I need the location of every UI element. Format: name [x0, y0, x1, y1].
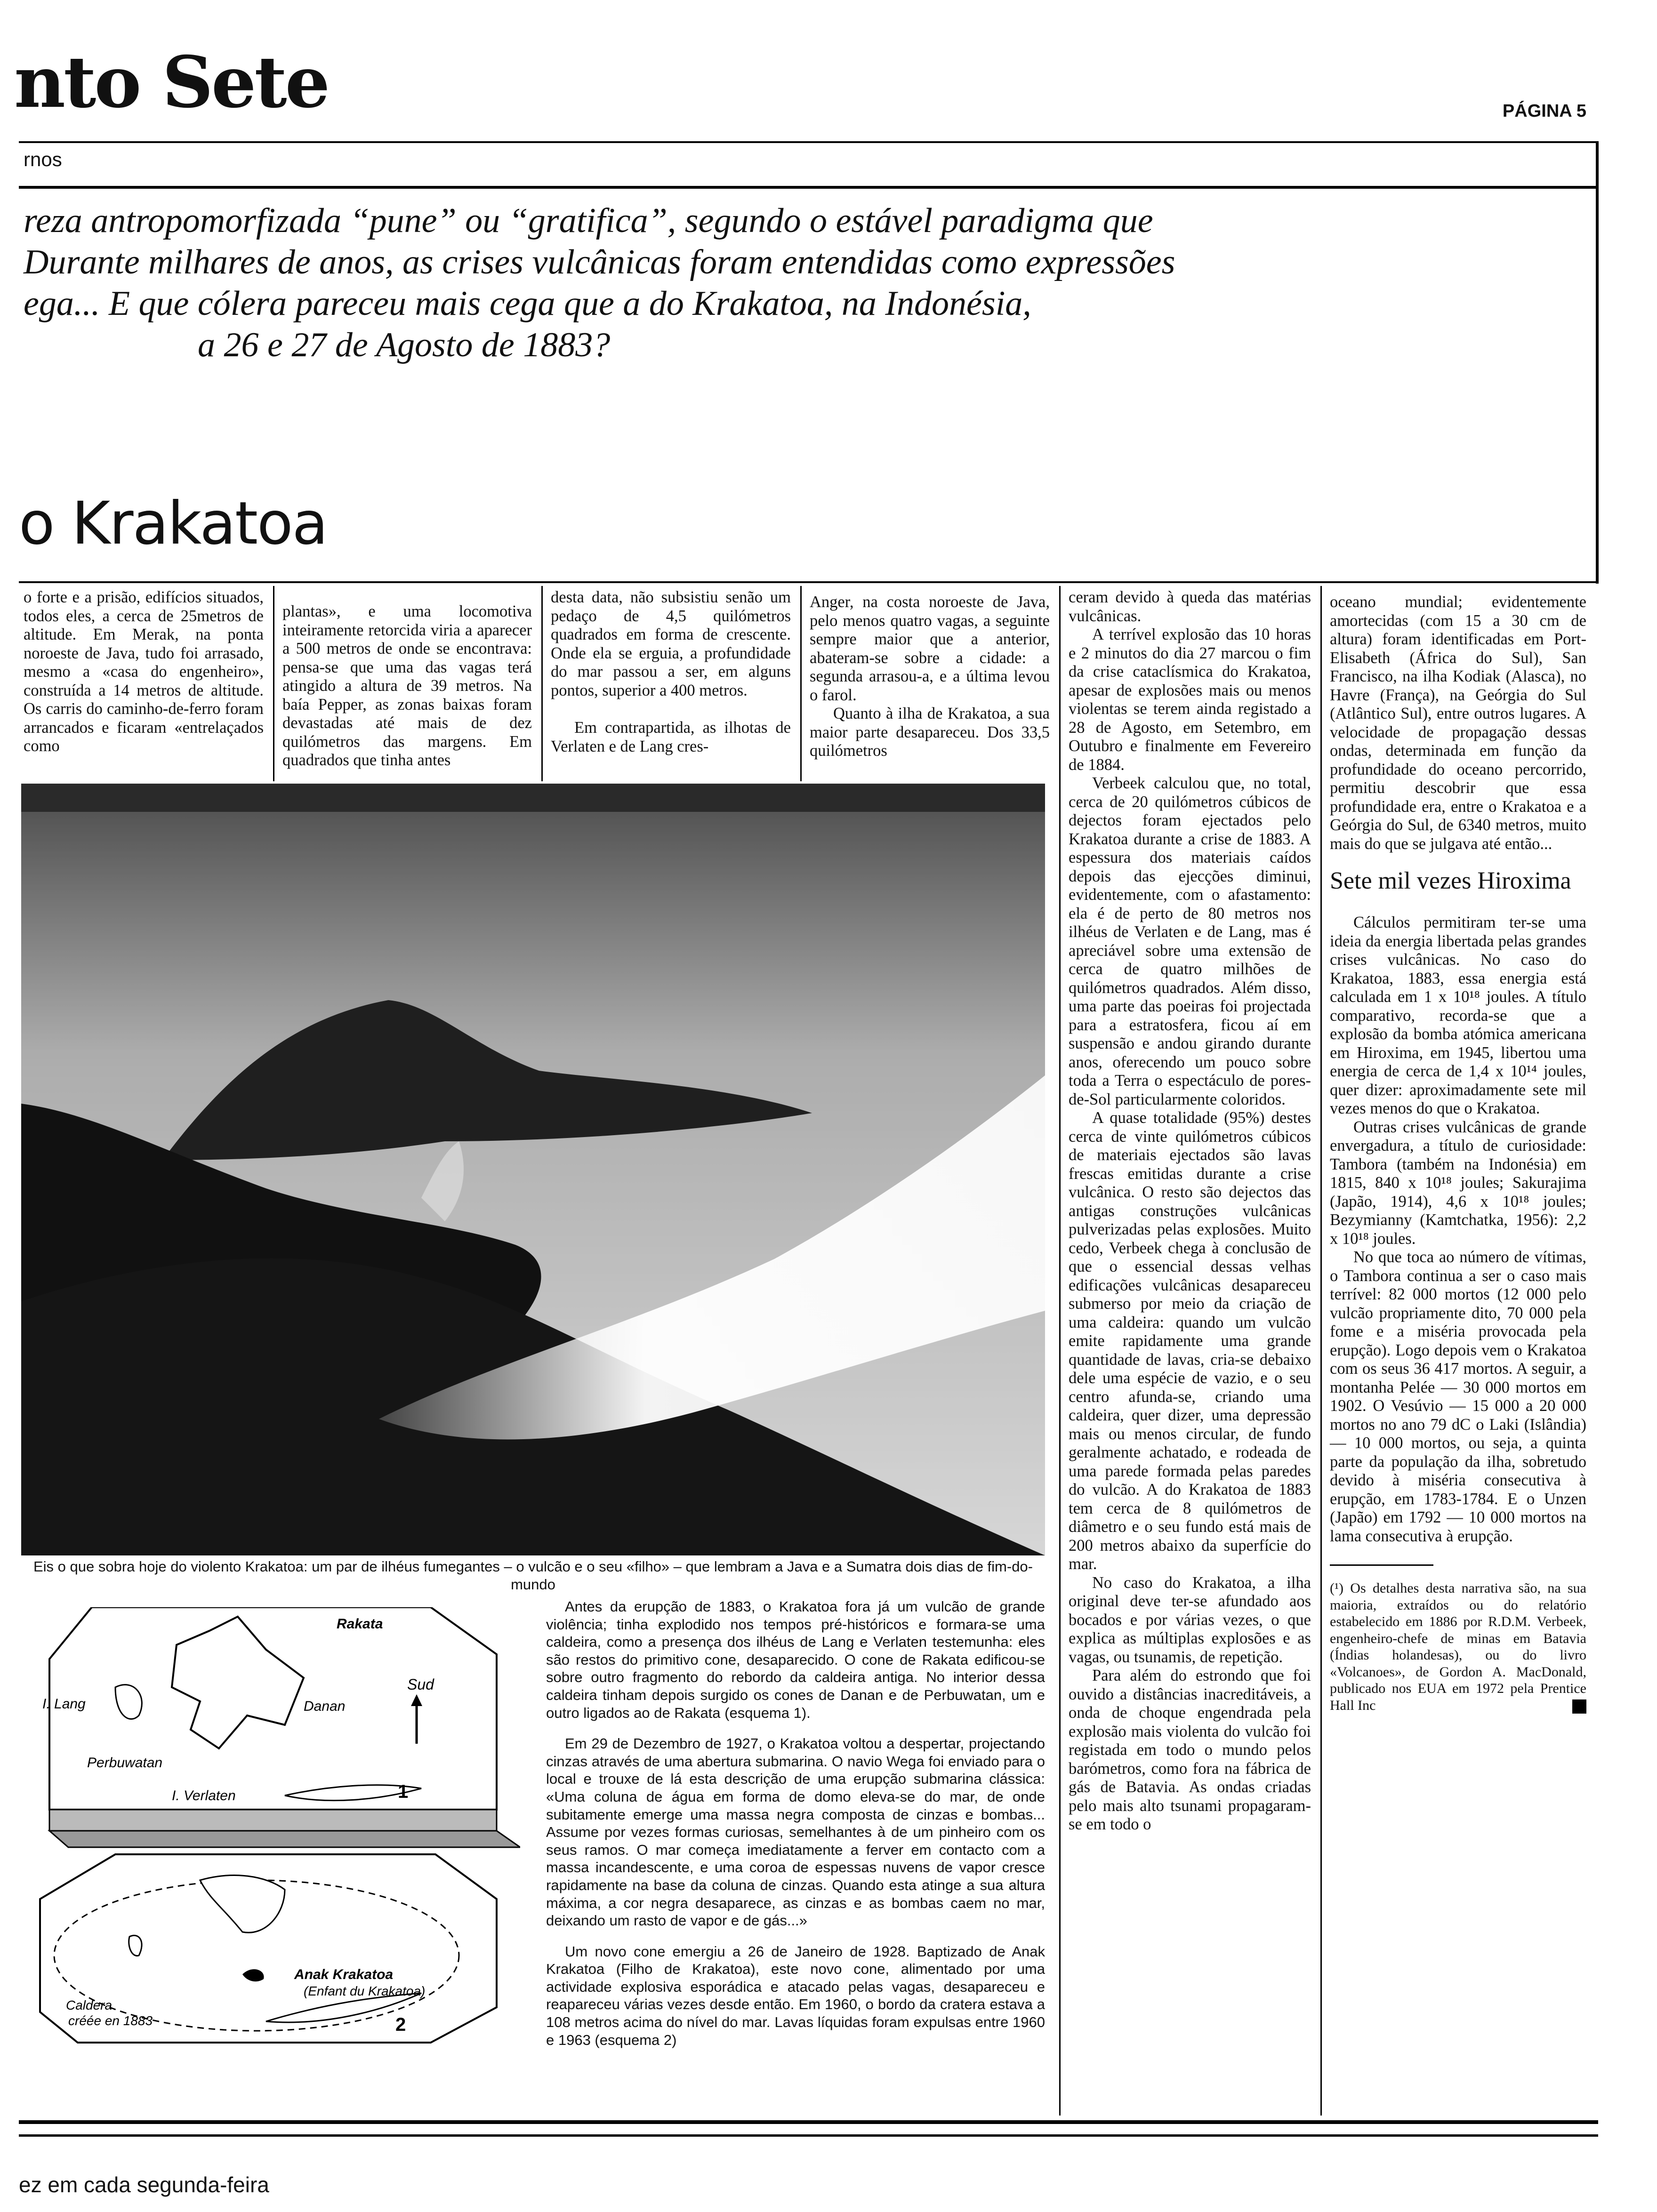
section-label: rnos [24, 148, 62, 170]
bottom-rule-thin [19, 2134, 1598, 2137]
footnote: (¹) Os detalhes desta narrativa são, na sua maioria, extraídos ou do relatório estabelecido em 1886 por R.D.M. Verbeek, engenheiro-chefe de minas em Batavia (Índias holandesas), ou do livro «Volcanoes», de Gordon A. MacDonald, publicado nos EUA em 1972 pela Prentice Hall Inc [1330, 1580, 1586, 1713]
text-column-6 [1330, 593, 1586, 1714]
column-rule [1320, 586, 1322, 2116]
label-danan: Danan [304, 1699, 346, 1714]
label-caldera-date: créée en 1883 [68, 2013, 153, 2028]
volcano-photo [21, 784, 1045, 1555]
column-6-paragraph: Outras crises vulcânicas de grande envergadura, a título de curiosidade: Tambora (também na Indonésia) em 1815, 840 x 10¹⁸ joules; Sakurajima (Japão, 1914), 4,6 x 10¹⁸ joules; Bezymianny (Kamtchatka, 1956): 2,2 x 10¹⁸ joules. [1330, 1118, 1586, 1248]
label-enfant-krakatoa: (Enfant du Krakatoa) [304, 1984, 426, 1998]
header-rule [19, 186, 1598, 189]
column-5-paragraph: A terrível explosão das 10 horas e 2 minutos do dia 27 marcou o fim da crise cataclísmica do Krakatoa, apesar de explosões mais ou menos violentas se terem ainda registado a 28 de Agosto, em Setembro, em Outubro e finalmente em Fevereiro de 1884. [1069, 625, 1311, 774]
column-6-paragraph: Cálculos permitiram ter-se uma ideia da energia libertada pelas grandes crises vulcânicas. No caso do Krakatoa, 1883, essa energia está calculada em 1 x 10¹⁸ joules. A título comparativo, recorda-se que a explosão da bomba atómica americana em Hiroxima, em 1945, libertou uma energia de cerca de 1,4 x 10¹⁴ joules, quer dizer: aproximadamente sete mil vezes menos do que o Krakatoa. [1330, 914, 1586, 1117]
label-num-1: 1 [398, 1781, 409, 1802]
column-4-paragraph: Quanto à ilha de Krakatoa, a sua maior parte desapareceu. Dos 33,5 quilómetros [810, 705, 1050, 760]
column-5-paragraph: Para além do estrondo que foi ouvido a distâncias inacreditáveis, a onda de choque engendrada pela explosão mais violenta do vulcão foi registada em todo o mundo pelos barómetros, como fora na fábrica de gás de Batavia. As ondas criadas pelo mais alto tsunami propagaram-se em todo o [1069, 1667, 1311, 1833]
end-mark [1572, 1699, 1586, 1714]
masthead: nto Sete [14, 41, 329, 124]
label-sud: Sud [407, 1676, 434, 1693]
subhead: Sete mil vezes Hiroxima [1330, 867, 1571, 894]
text-column-5 [1069, 588, 1311, 1834]
lead-line-1: reza antropomorfizada “pune” ou “gratifica”, segundo o estável paradigma que [24, 201, 1153, 240]
lead-box-top [19, 141, 1598, 143]
column-5-paragraph: No caso do Krakatoa, a ilha original deve ter-se afundado aos bocados e por várias vezes, o que explica as múltiplas explosões e as vagas, ou tsunamis, de repetição. [1069, 1573, 1311, 1666]
label-num-2: 2 [395, 2014, 406, 2035]
text-column-1 [24, 588, 264, 756]
rakata-island [172, 1617, 304, 1748]
column-rule [1059, 586, 1061, 2116]
footnote-rule [1330, 1564, 1433, 1566]
bottom-rule [19, 2120, 1598, 2124]
label-lang: I. Lang [42, 1696, 86, 1712]
volcano-photo-image [21, 784, 1045, 1555]
text-column-3 [551, 588, 791, 756]
lead-box-right [1596, 141, 1599, 584]
column-5-paragraph: ceram devido à queda das matérias vulcânicas. [1069, 588, 1311, 625]
caldera-diagram-svg [21, 1607, 520, 2047]
column-6-paragraph: No que toca ao número de vítimas, o Tambora continua a ser o caso mais terrível: 82 000 mortos (12 000 pelo vulcão propriamente dito, 70 000 pela fome e a miséria provocada pela erupção). Logo depois vem o Krakatoa com os seus 36 417 mortos. A seguir, a montanha Pelée — 30 000 mortos em 1902. O Vesúvio — 15 000 a 20 000 mortos no ano 79 dC o Laki (Islândia) — 10 000 mortos, ou seja, a quinta parte da população da ilha, sobretudo devido à miséria consecutiva à erupção, em 1783-1784. E o Unzen (Japão) em 1792 — 10 000 mortos na lama consecutiva à erupção. [1330, 1248, 1586, 1545]
lead-line-4: a 26 e 27 de Agosto de 1883? [198, 326, 611, 364]
column-rule [800, 586, 802, 781]
text-column-2 [282, 602, 532, 770]
column-5-paragraph: A quase totalidade (95%) destes cerca de vinte quilómetros cúbicos de materiais ejectados são lavas frescas emitidas durante a crise vulcânica. O resto são dejectos das antigas construções vulcânicas pulverizadas pelas explosões. Muito cedo, Verbeek chega à conclusão de que o essencial dessas velhas edificações vulcânicas desapareceu submerso por meio da criação de uma caldeira: quando um vulcão emite rapidamente uma grande quantidade de lavas, cria-se debaixo dele uma espécie de vazio, e o seu centro afunda-se, criando uma caldeira, quer dizer, uma depressão mais ou menos circular, de fundo geralmente achatado, e rodeada de uma parede formada pelas paredes do vulcão. A do Krakatoa de 1883 tem cerca de 8 quilómetros de diâmetro e o seu fundo está mais de 200 metros abaixo da superfície do mar. [1069, 1109, 1311, 1573]
label-verlaten: I. Verlaten [172, 1788, 236, 1803]
page-number: PÁGINA 5 [1502, 101, 1586, 121]
diagram-explanation [546, 1598, 1045, 2062]
lead-line-2: Durante milhares de anos, as crises vulcânicas foram entendidas como expressões [24, 243, 1175, 281]
column-rule [541, 586, 543, 781]
headline: o Krakatoa [19, 489, 328, 558]
column-rule [273, 586, 274, 781]
diagram-paragraph: Um novo cone emergiu a 26 de Janeiro de 1928. Baptizado de Anak Krakatoa (Filho de Krakatoa), este novo cone, alimentado por uma actividade explosiva esporádica e atacado pelas vagas, desapareceu e reapareceu várias vezes desde então. Em 1960, o bordo da cratera estava a 108 metros acima do nível do mar. Lavas líquidas foram expulsas entre 1960 e 1963 (esquema 2) [546, 1943, 1045, 2048]
diagram-block-1-base [49, 1810, 497, 1831]
diagram-paragraph: Antes da erupção de 1883, o Krakatoa fora já um vulcão de grande violência; tinha explodido nos tempos pré-históricos e formara-se uma caldeira, como a presença dos ilhéus de Lang e Verlaten testemunha: eles são restos do primitivo cone, desaparecido. O cone de Rakata edificou-se sobre outro fragmento do rebordo da caldeira antiga. No interior dessa caldeira tinham depois surgido os cones de Danan e de Perbuwatan, um e outro ligados ao de Rakata (esquema 1). [546, 1598, 1045, 1721]
lang-island [115, 1685, 142, 1719]
lead-paragraph [24, 200, 1558, 366]
diagram-paragraph: Em 29 de Dezembro de 1927, o Krakatoa voltou a despertar, projectando cinzas através de uma abertura submarina. O navio Wega foi enviado para o local e trouxe de lá esta descrição de uma erupção submarina clássica: «Uma coluna de água em forma de domo eleva-se do mar, de onde subitamente emerge uma massa negra composta de cinzas e bombas... Assume por vezes formas curiosas, semelhantes à de um pinheiro com os seus ramos. O mar começa imediatamente a ferver em contacto com a massa incandescente, e uma coroa de espessas nuvens de vapor cresce rapidamente na base da coluna de cinzas. Quando esta atinge a sua altura máxima, a cor negra desaparece, as cinzas e as bombas caem no mar, deixando um rasto de vapor e de gás...» [546, 1735, 1045, 1929]
column-3-paragraph: desta data, não subsistiu senão um pedaço de 4,5 quilómetros quadrados em forma de crescente. Onde ela se erguia, a profundidade do mar passou a ser, em alguns pontos, superior a 400 metros. [551, 588, 791, 699]
label-perbuwatan: Perbuwatan [87, 1755, 163, 1771]
column-4-paragraph: Anger, na costa noroeste de Java, pelo menos quatro vagas, a seguinte sempre maior que a anterior, abateram-se sobre a cidade: a segunda arrasou-a, e a última levou o farol. [810, 593, 1050, 704]
column-2-paragraph: plantas», e uma locomotiva inteiramente retorcida viria a aparecer a 500 metros de onde se encontrava: pensa-se que uma das vagas terá atingido a altura de 39 metros. Na baía Pepper, as zonas baixas foram devastadas até mais de dez quilómetros das margens. Em quadrados que tinha antes [282, 602, 532, 769]
column-3-paragraph: Em contrapartida, as ilhotas de Verlaten e de Lang cres- [551, 719, 791, 755]
caldera-diagram [21, 1607, 520, 2047]
photo-caption: Eis o que sobra hoje do violento Krakatoa: um par de ilhéus fumegantes – o vulcão e o seu «filho» – que lembram a Java e a Sumatra dois dias de fim-do-mundo [33, 1558, 1033, 1593]
label-anak-krakatoa: Anak Krakatoa [294, 1967, 394, 1982]
lead-line-3: ega... E que cólera pareceu mais cega que a do Krakatoa, na Indonésia, [24, 284, 1031, 323]
label-rakata: Rakata [337, 1616, 383, 1632]
column-5-paragraph: Verbeek calculou que, no total, cerca de 20 quilómetros cúbicos de dejectos foram ejectados pelo Krakatoa durante a crise de 1883. A espessura dos materiais caídos depois das ejecções diminui, evidentemente, com o afastamento: ela é de perto de 80 metros nos ilhéus de Verlaten e de Lang, mas é apreciável sobre uma extensão de cerca de quatro milhões de quilómetros quadrados. Além disso, uma parte das poeiras foi projectada para a estratosfera, ficou aí em suspensão e andou girando durante anos, oferecendo um pouco sobre toda a Terra o espectáculo de pores-de-Sol particularmente coloridos. [1069, 774, 1311, 1108]
headline-rule [19, 581, 1598, 583]
label-caldera: Caldera [66, 1998, 113, 2012]
column-6-paragraph: oceano mundial; evidentemente amortecidas (com 15 a 30 cm de altura) foram identificadas em Port-Elisabeth (África do Sul), San Francisco, na ilha Kodiak (Alasca), no Havre (França), na Geórgia do Sul (Atlântico Sul), entre outros lugares. A velocidade de propagação dessas ondas, determinada em função da profundidade do oceano percorrido, permitiu descobrir que essa profundidade era, entre o Krakatoa e a Geórgia do Sul, de 6340 metros, muito mais do que se julgava até então... [1330, 593, 1586, 853]
footer-text: ez em cada segunda-feira [19, 2172, 269, 2197]
text-column-4 [810, 593, 1050, 761]
column-1-paragraph: o forte e a prisão, edifícios situados, todos eles, a cerca de 25metros de altitude. Em Merak, na ponta noroeste de Java, tudo foi arrasado, mesmo a «casa do engenheiro», construída a 14 metros de altitude. Os carris do caminho-de-ferro foram arrancados e ficaram «entrelaçados como [24, 588, 264, 755]
